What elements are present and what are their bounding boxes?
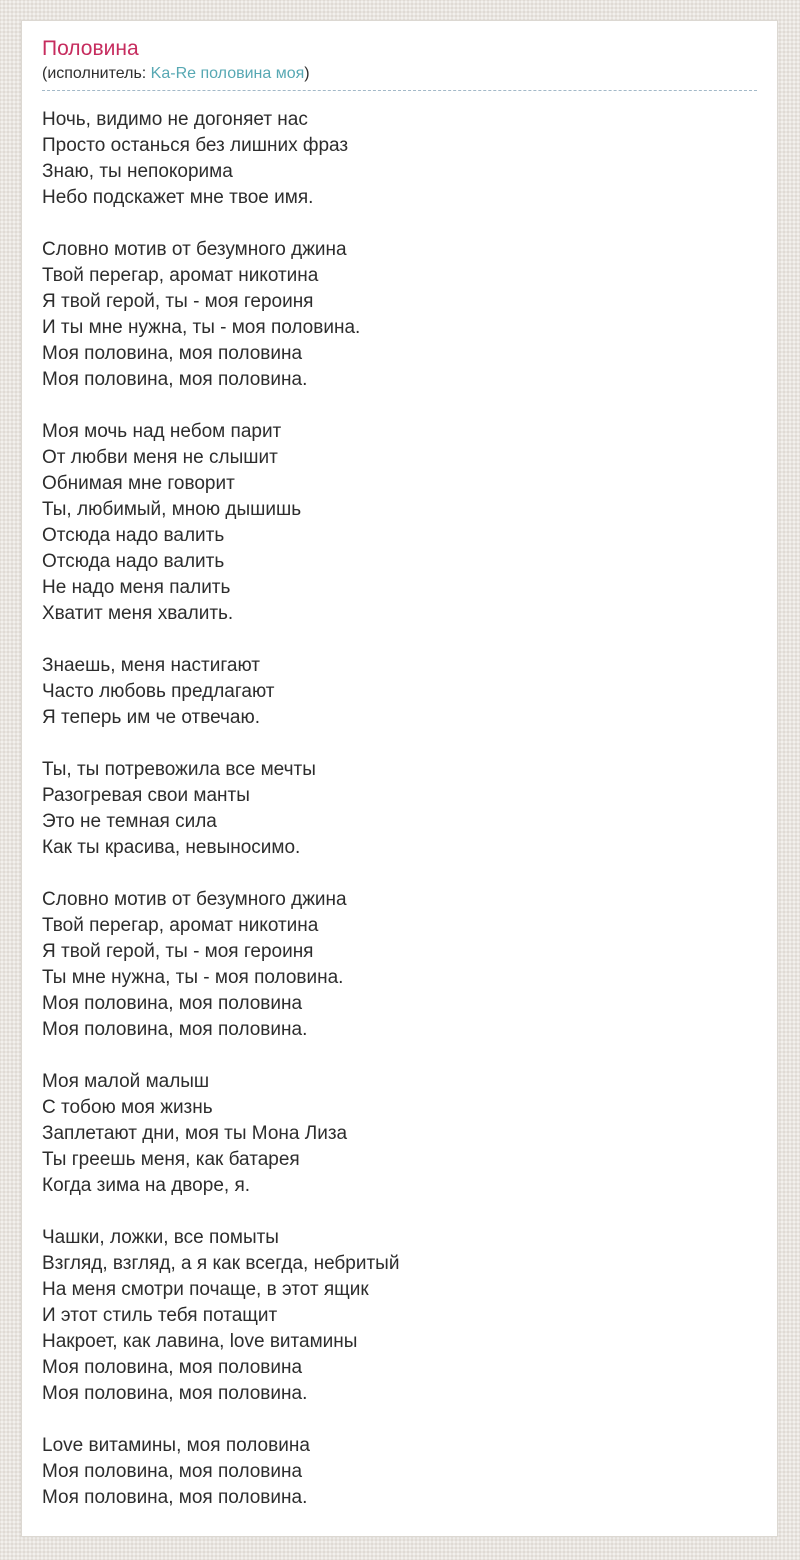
lyrics-line: Просто останься без лишних фраз [42,135,349,157]
lyrics-line: Часто любовь предлагают [42,681,275,703]
lyrics-line: Моя половина, моя половина [42,1357,303,1379]
lyrics-stanza [42,1069,757,1199]
lyrics-line: Моя половина, моя половина [42,343,303,365]
lyrics-line: Я теперь им че отвечаю. [42,707,261,729]
lyrics-line: Словно мотив от безумного джина [42,889,347,911]
lyrics-stanza [42,1225,757,1407]
lyrics-line: Ты, ты потревожила все мечты [42,759,316,781]
lyrics-line: Отсюда надо валить [42,551,225,573]
artist-label-suffix: ) [304,65,310,83]
lyrics-line: От любви меня не слышит [42,447,278,469]
lyrics-stanza [42,419,757,627]
lyrics-line: И этот стиль тебя потащит [42,1305,278,1327]
lyrics-stanza [42,653,757,731]
lyrics-line: Моя малой малыш [42,1071,210,1093]
artist-link[interactable]: Ka-Re половина моя [150,65,305,83]
lyrics-line: Ты мне нужна, ты - моя половина. [42,967,344,989]
lyrics-line: Моя мочь над небом парит [42,421,282,443]
lyrics-line: Твой перегар, аромат никотина [42,915,319,937]
lyrics-line: Когда зима на дворе, я. [42,1175,251,1197]
lyrics-stanza [42,237,757,393]
lyrics-stanza [42,1433,757,1511]
artist-line [42,65,757,91]
lyrics-line: Взгляд, взгляд, а я как всегда, небритый [42,1253,400,1275]
lyrics-line: Словно мотив от безумного джина [42,239,347,261]
lyrics-line: Моя половина, моя половина [42,1461,303,1483]
lyrics-line: Отсюда надо валить [42,525,225,547]
lyrics-line: Это не темная сила [42,811,217,833]
lyrics-line: Не надо меня палить [42,577,231,599]
lyrics-line: Твой перегар, аромат никотина [42,265,319,287]
lyrics-line: Моя половина, моя половина. [42,1383,308,1405]
artist-label-prefix: (исполнитель: [42,65,151,83]
lyrics-line: Ты греешь меня, как батарея [42,1149,300,1171]
lyrics-card [21,20,778,1537]
page-title: Половина [42,37,139,60]
lyrics-line: Моя половина, моя половина. [42,369,308,391]
lyrics-line: Накроет, как лавина, love витамины [42,1331,358,1353]
lyrics-line: Небо подскажет мне твое имя. [42,187,314,209]
lyrics-line: Я твой герой, ты - моя героиня [42,941,314,963]
lyrics-line: И ты мне нужна, ты - моя половина. [42,317,361,339]
lyrics-stanza [42,887,757,1043]
lyrics-stanza [42,107,757,211]
lyrics-line: Моя половина, моя половина. [42,1487,308,1509]
lyrics-line: Чашки, ложки, все помыты [42,1227,279,1249]
lyrics-line: Я твой герой, ты - моя героиня [42,291,314,313]
lyrics-line: Разогревая свои манты [42,785,250,807]
lyrics-line: На меня смотри почаще, в этот ящик [42,1279,369,1301]
lyrics-line: Love витамины, моя половина [42,1435,310,1457]
lyrics-line: Заплетают дни, моя ты Мона Лиза [42,1123,348,1145]
lyrics-line: Хватит меня хвалить. [42,603,234,625]
lyrics-line: Знаешь, меня настигают [42,655,260,677]
lyrics-line: Ты, любимый, мною дышишь [42,499,302,521]
lyrics-line: Ночь, видимо не догоняет нас [42,109,308,131]
lyrics-text [42,107,757,1511]
lyrics-line: Как ты красива, невыносимо. [42,837,301,859]
lyrics-line: Знаю, ты непокорима [42,161,233,183]
lyrics-stanza [42,757,757,861]
lyrics-line: Моя половина, моя половина [42,993,303,1015]
lyrics-line: С тобою моя жизнь [42,1097,213,1119]
lyrics-line: Обнимая мне говорит [42,473,235,495]
lyrics-line: Моя половина, моя половина. [42,1019,308,1041]
